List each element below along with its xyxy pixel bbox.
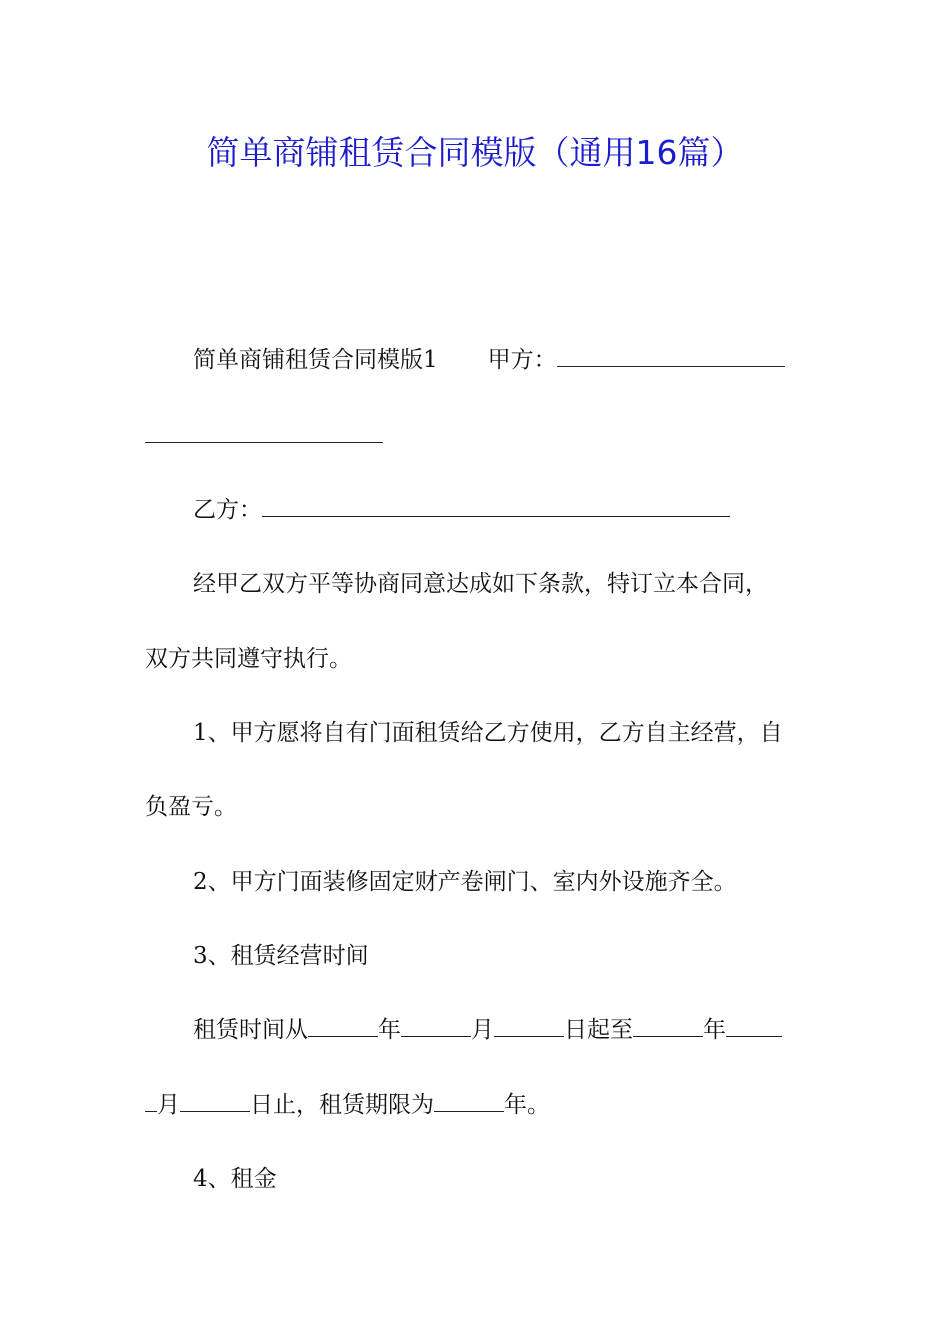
intro-line-1: 经甲乙双方平等协商同意达成如下条款，特订立本合同， — [193, 571, 768, 597]
end-day-label: 日止，租赁期限为 — [250, 1092, 434, 1118]
end-month-blank-continued — [145, 1085, 157, 1112]
lease-from-label: 租赁时间从 — [193, 1017, 308, 1043]
lease-period-line-2 — [145, 1085, 815, 1125]
lease-period-line-1 — [145, 1010, 863, 1050]
start-year-blank — [308, 1010, 378, 1037]
clause-2: 2、甲方门面装修固定财产卷闸门、室内外设施齐全。 — [193, 869, 737, 895]
party-a-label: 甲方： — [487, 347, 557, 373]
clause-1-line-1: 1、甲方愿将自有门面租赁给乙方使用，乙方自主经营，自 — [193, 720, 783, 746]
start-day-blank — [494, 1010, 564, 1037]
end-year-label: 年 — [703, 1017, 726, 1043]
party-b-label: 乙方： — [193, 497, 262, 523]
clause-4: 4、租金 — [193, 1166, 277, 1192]
end-month-blank — [726, 1010, 782, 1037]
clause-3: 3、租赁经营时间 — [193, 943, 369, 969]
document-title: 简单商铺租赁合同模版（通用16篇） — [206, 133, 744, 172]
clause-1-line-2: 负盈亏。 — [145, 794, 237, 820]
end-day-blank — [180, 1085, 250, 1112]
document-heading: 简单商铺租赁合同模版1 — [193, 347, 438, 373]
start-year-label: 年 — [378, 1017, 401, 1043]
party-a-blank-continued-line — [145, 416, 815, 456]
start-month-label: 月 — [471, 1017, 494, 1043]
intro-line-2: 双方共同遵守执行。 — [145, 646, 352, 672]
party-a-blank — [557, 340, 785, 367]
lease-years-label: 年。 — [504, 1092, 550, 1118]
party-b-blank — [262, 490, 730, 517]
start-day-label: 日起至 — [564, 1017, 633, 1043]
heading-party-a-line — [145, 340, 863, 380]
lease-years-blank — [434, 1085, 504, 1112]
start-month-blank — [401, 1010, 471, 1037]
party-a-blank-continued — [145, 416, 383, 443]
end-year-blank — [633, 1010, 703, 1037]
end-month-label: 月 — [157, 1092, 180, 1118]
party-b-line — [145, 490, 863, 530]
